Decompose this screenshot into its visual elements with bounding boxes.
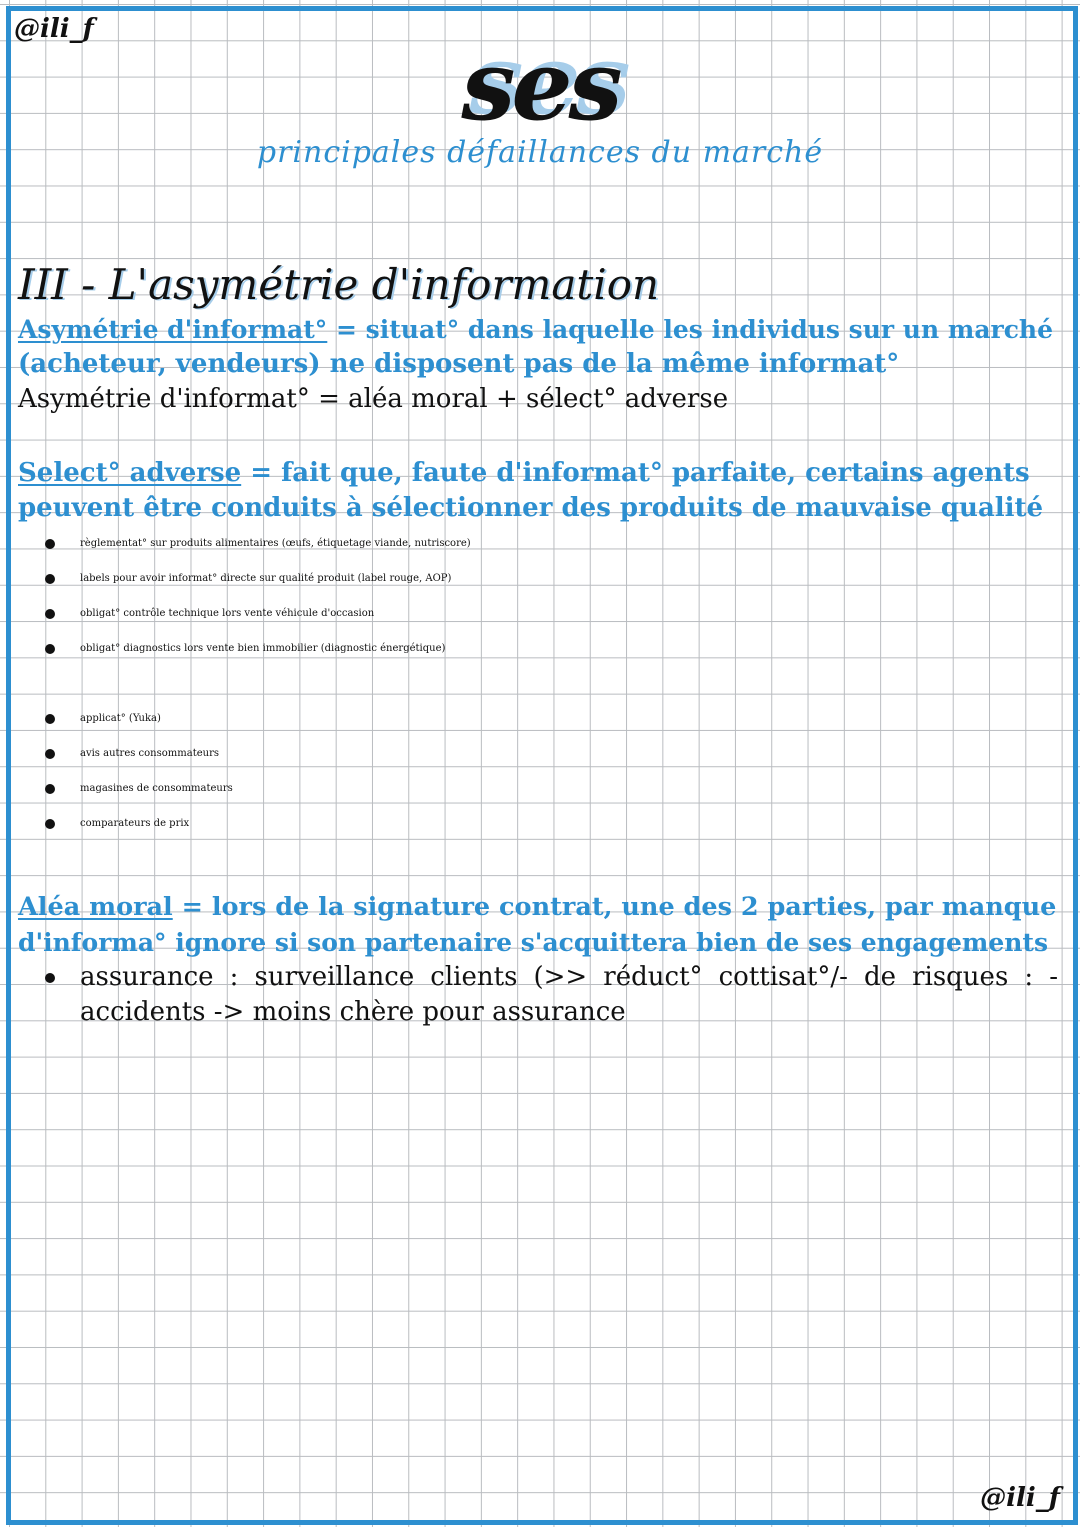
definition-line-1 [18, 312, 1064, 347]
moral-list [18, 960, 1064, 1030]
author-handle-bottom: @ili_f [980, 1483, 1060, 1513]
moral-line-1 [18, 890, 1064, 925]
regulation-list [18, 526, 1064, 666]
moral-text-1: = lors de la signature contrat, une des 2 parties, par manque [172, 892, 1057, 922]
subject-heading: ses [461, 29, 619, 142]
author-handle-top: @ili_f [14, 14, 94, 44]
list-item: obligat° diagnostics lors vente bien immobilier (diagnostic énergétique) [80, 631, 1064, 666]
page-title: principales défaillances du marché [256, 135, 824, 170]
list-item: labels pour avoir informat° directe sur qualité produit (label rouge, AOP) [80, 561, 1064, 596]
moral-line-2: d'informa° ignore si son partenaire s'acquittera bien de ses engagements [18, 928, 1049, 957]
selection-block [18, 456, 1064, 841]
list-item: avis autres consommateurs [80, 736, 1064, 771]
selection-line-2: peuvent être conduits à sélectionner des produits de mauvaise qualité [18, 493, 1044, 523]
list-item: règlementat° sur produits alimentaires (œufs, étiquetage viande, nutriscore) [80, 526, 1064, 561]
selection-text-1: = fait que, faute d'informat° parfaite, certains agents [241, 458, 1030, 488]
list-item: magasines de consommateurs [80, 771, 1064, 806]
definition-block [18, 312, 1064, 417]
list-item: obligat° contrôle technique lors vente véhicule d'occasion [80, 596, 1064, 631]
section-title: III - L'asymétrie d'information [18, 260, 660, 309]
definition-term: Asymétrie d'informat° [18, 315, 328, 344]
list-item: applicat° (Yuka) [80, 701, 1064, 736]
selection-line-1 [18, 456, 1064, 491]
definition-line-2: (acheteur, vendeurs) ne disposent pas de la même informat° [18, 349, 900, 379]
selection-term: Select° adverse [18, 458, 242, 488]
moral-term: Aléa moral [18, 892, 173, 922]
definition-text-1: = situat° dans laquelle les individus sur un marché [327, 315, 1053, 344]
formula-line: Asymétrie d'informat° = aléa moral + sélect° adverse [18, 384, 729, 414]
list-item: assurance : surveillance clients (>> réduct° cottisat°/- de risques : - accidents -> moins chère pour assurance [80, 960, 1064, 1030]
information-sources-list [18, 701, 1064, 841]
list-item: comparateurs de prix [80, 806, 1064, 841]
moral-hazard-block [18, 890, 1064, 1030]
